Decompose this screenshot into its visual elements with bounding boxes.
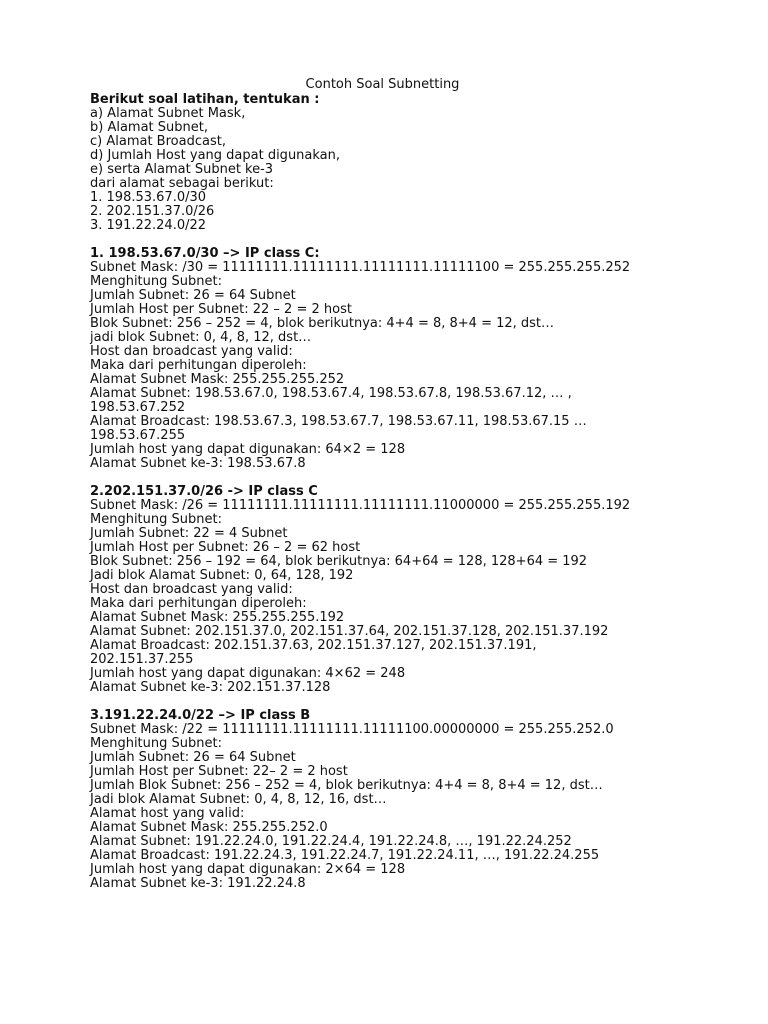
section-3-line: Alamat Subnet: 191.22.24.0, 191.22.24.4, 191.22.24.8, …, 191.22.24.252: [90, 834, 572, 849]
intro-item: 1. 198.53.67.0/30: [90, 190, 207, 205]
section-spacer: [90, 471, 730, 485]
section-3-line: Alamat host yang valid:: [90, 806, 245, 821]
section-2-line: 202.151.37.255: [90, 652, 194, 667]
section-3-line: Alamat Subnet ke-3: 191.22.24.8: [90, 876, 306, 891]
intro-item: b) Alamat Subnet,: [90, 120, 208, 135]
document-title: Contoh Soal Subnetting: [305, 77, 460, 92]
section-1-line: Menghitung Subnet:: [90, 274, 222, 289]
section-2-line: Maka dari perhitungan diperoleh:: [90, 596, 307, 611]
section-1-line: 198.53.67.255: [90, 428, 186, 443]
section-2-line: Jadi blok Alamat Subnet: 0, 64, 128, 192: [90, 568, 354, 583]
section-1-line: Alamat Broadcast: 198.53.67.3, 198.53.67.7, 198.53.67.11, 198.53.67.15 …: [90, 414, 587, 429]
section-3-line: Jumlah Blok Subnet: 256 – 252 = 4, blok berikutnya: 4+4 = 8, 8+4 = 12, dst…: [90, 778, 603, 793]
intro-item: e) serta Alamat Subnet ke-3: [90, 162, 274, 177]
section-1-line: Jumlah Host per Subnet: 22 – 2 = 2 host: [90, 302, 352, 317]
section-1-line: Jumlah host yang dapat digunakan: 64×2 = 128: [90, 442, 406, 457]
section-3-line: Subnet Mask: /22 = 11111111.11111111.11111100.00000000 = 255.255.252.0: [90, 722, 614, 737]
section-heading-2: 2.202.151.37.0/26 -> IP class C: [90, 484, 318, 499]
section-1-line: Maka dari perhitungan diperoleh:: [90, 358, 307, 373]
section-3-line: Jumlah Subnet: 26 = 64 Subnet: [90, 750, 296, 765]
section-2-line: Jumlah Host per Subnet: 26 – 2 = 62 host: [90, 540, 361, 555]
section-heading-3: 3.191.22.24.0/22 –> IP class B: [90, 708, 311, 723]
section-2-line: Host dan broadcast yang valid:: [90, 582, 293, 597]
section-2-line: Alamat Subnet Mask: 255.255.255.192: [90, 610, 345, 625]
section-1-line: Blok Subnet: 256 – 252 = 4, blok berikutnya: 4+4 = 8, 8+4 = 12, dst…: [90, 316, 555, 331]
intro-heading: Berikut soal latihan, tentukan :: [90, 92, 320, 107]
section-spacer: [90, 695, 730, 709]
intro-item: 3. 191.22.24.0/22: [90, 218, 207, 233]
section-2-line: Alamat Subnet ke-3: 202.151.37.128: [90, 680, 331, 695]
intro-item: a) Alamat Subnet Mask,: [90, 106, 246, 121]
section-1-line: Host dan broadcast yang valid:: [90, 344, 293, 359]
intro-item: dari alamat sebagai berikut:: [90, 176, 274, 191]
section-spacer: [90, 233, 730, 247]
section-heading-1: 1. 198.53.67.0/30 –> IP class C:: [90, 246, 320, 261]
section-2-line: Jumlah Subnet: 22 = 4 Subnet: [90, 526, 288, 541]
section-1-line: Jumlah Subnet: 26 = 64 Subnet: [90, 288, 296, 303]
section-2-line: Alamat Subnet: 202.151.37.0, 202.151.37.64, 202.151.37.128, 202.151.37.192: [90, 624, 609, 639]
section-2-line: Subnet Mask: /26 = 11111111.11111111.11111111.11000000 = 255.255.255.192: [90, 498, 631, 513]
intro-item: 2. 202.151.37.0/26: [90, 204, 215, 219]
section-3-line: Jumlah Host per Subnet: 22– 2 = 2 host: [90, 764, 348, 779]
intro-item: d) Jumlah Host yang dapat digunakan,: [90, 148, 341, 163]
section-3-line: Jadi blok Alamat Subnet: 0, 4, 8, 12, 16, dst…: [90, 792, 387, 807]
section-1-line: Alamat Subnet: 198.53.67.0, 198.53.67.4, 198.53.67.8, 198.53.67.12, … ,: [90, 386, 572, 401]
section-1-line: Alamat Subnet ke-3: 198.53.67.8: [90, 456, 306, 471]
intro-item: c) Alamat Broadcast,: [90, 134, 226, 149]
section-1-line: Subnet Mask: /30 = 11111111.11111111.11111111.11111100 = 255.255.255.252: [90, 260, 631, 275]
section-3-line: Menghitung Subnet:: [90, 736, 222, 751]
section-1-line: 198.53.67.252: [90, 400, 186, 415]
section-3-line: Jumlah host yang dapat digunakan: 2×64 = 128: [90, 862, 406, 877]
section-2-line: Alamat Broadcast: 202.151.37.63, 202.151.37.127, 202.151.37.191,: [90, 638, 537, 653]
document-page: [90, 78, 730, 891]
section-1-line: jadi blok Subnet: 0, 4, 8, 12, dst…: [90, 330, 312, 345]
section-2-line: Jumlah host yang dapat digunakan: 4×62 = 248: [90, 666, 406, 681]
section-2-line: Blok Subnet: 256 – 192 = 64, blok berikutnya: 64+64 = 128, 128+64 = 192: [90, 554, 588, 569]
section-2-line: Menghitung Subnet:: [90, 512, 222, 527]
section-3-line: Alamat Broadcast: 191.22.24.3, 191.22.24.7, 191.22.24.11, …, 191.22.24.255: [90, 848, 600, 863]
section-3-line: Alamat Subnet Mask: 255.255.252.0: [90, 820, 328, 835]
section-1-line: Alamat Subnet Mask: 255.255.255.252: [90, 372, 345, 387]
